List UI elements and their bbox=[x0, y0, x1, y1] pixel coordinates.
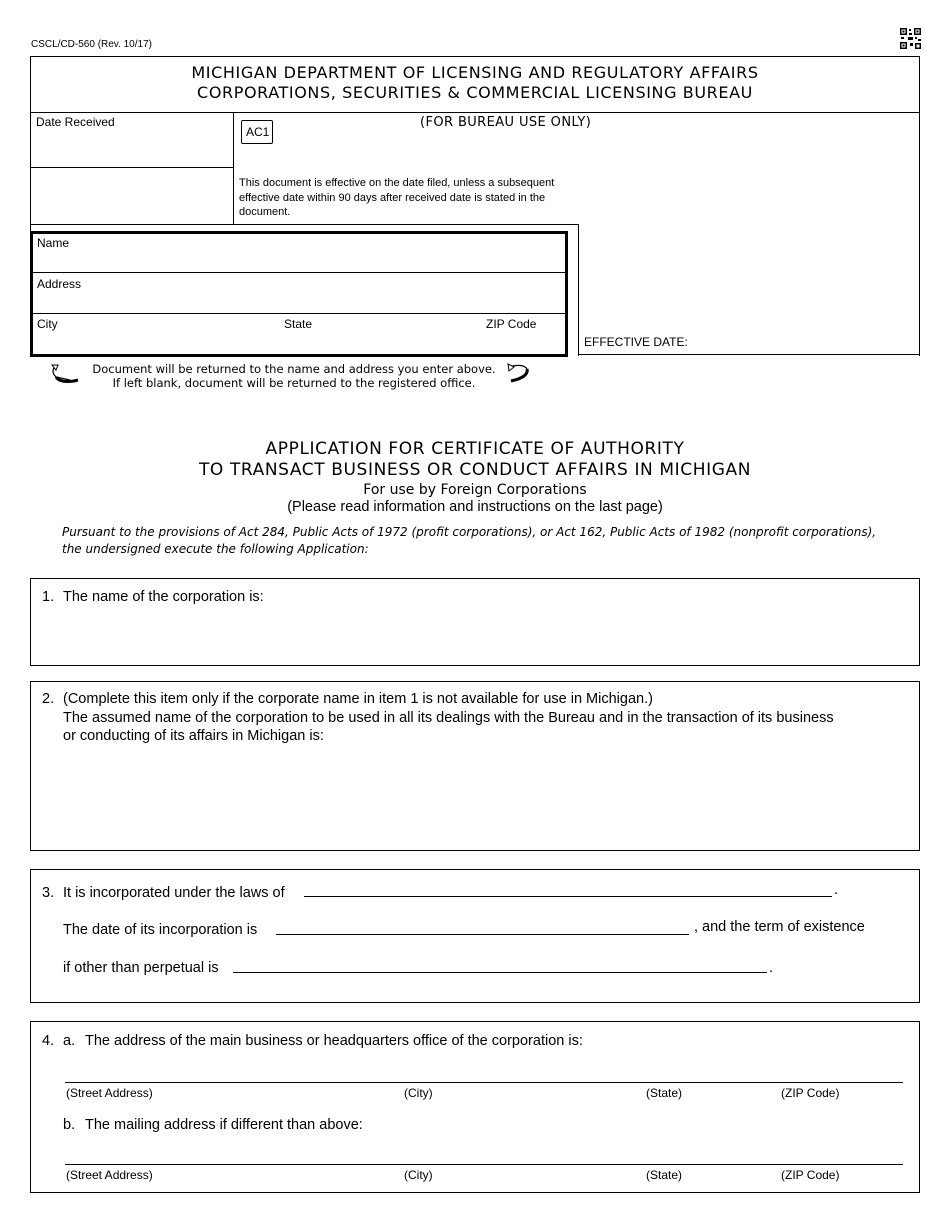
city-label: City bbox=[37, 317, 58, 331]
curved-arrow-left-icon bbox=[48, 363, 80, 385]
item-2-number: 2. bbox=[42, 691, 55, 707]
item-4a-text: The address of the main business or headquarters office of the corporation is: bbox=[85, 1033, 583, 1049]
perpetual-label: if other than perpetual is bbox=[63, 960, 219, 976]
item-1-number: 1. bbox=[42, 589, 55, 605]
state-label: State bbox=[284, 317, 313, 331]
item-1-text: The name of the corporation is: bbox=[63, 589, 264, 605]
main-street-label: (Street Address) bbox=[66, 1086, 153, 1100]
header-line-1: MICHIGAN DEPARTMENT OF LICENSING AND REGULATORY AFFAIRS bbox=[191, 63, 759, 82]
form-number: CSCL/CD-560 (Rev. 10/17) bbox=[31, 39, 152, 50]
item-2-line-3: or conducting of its affairs in Michigan is: bbox=[63, 728, 324, 744]
form-title-line-1: APPLICATION FOR CERTIFICATE OF AUTHORITY bbox=[265, 439, 685, 459]
laws-period: . bbox=[834, 882, 839, 898]
curved-arrow-right-icon bbox=[505, 361, 533, 385]
mailing-state-label: (State) bbox=[646, 1168, 683, 1182]
qr-code-icon bbox=[899, 27, 922, 50]
return-note-line-1: Document will be returned to the name and address you enter above. bbox=[92, 362, 496, 376]
main-address-field[interactable] bbox=[65, 1082, 903, 1083]
corporation-name-field[interactable] bbox=[63, 610, 903, 656]
item-2-line-2: The assumed name of the corporation to be used in all its dealings with the Bureau and in the transaction of its business bbox=[63, 710, 834, 726]
effective-date-label: EFFECTIVE DATE: bbox=[584, 335, 688, 349]
effective-note: This document is effective on the date filed, unless a subsequent effective date within 90 days after received date is stated in the document. bbox=[239, 177, 555, 218]
header-line-2: CORPORATIONS, SECURITIES & COMMERCIAL LICENSING BUREAU bbox=[197, 83, 753, 102]
item-4b-label: b. bbox=[63, 1117, 76, 1133]
address-field[interactable] bbox=[36, 291, 560, 311]
zip-field[interactable] bbox=[484, 331, 562, 351]
name-label: Name bbox=[37, 236, 70, 250]
item-4b-text: The mailing address if different than above: bbox=[85, 1117, 363, 1133]
laws-of-field[interactable] bbox=[304, 896, 832, 897]
incorporation-date-field[interactable] bbox=[276, 934, 689, 935]
form-instructions: (Please read information and instructions on the last page) bbox=[287, 499, 663, 515]
item-4-number: 4. bbox=[42, 1033, 55, 1049]
preamble-line-2: the undersigned execute the following Application: bbox=[62, 542, 369, 556]
term-of-existence-field[interactable] bbox=[233, 972, 767, 973]
preamble-line-1: Pursuant to the provisions of Act 284, Public Acts of 1972 (profit corporations), or Act 162, Public Acts of 1982 (nonprofit corporations), bbox=[62, 525, 877, 539]
return-note-line-2: If left blank, document will be returned to the registered office. bbox=[112, 376, 476, 390]
item-3-number: 3. bbox=[42, 885, 55, 901]
city-field[interactable] bbox=[36, 331, 276, 351]
ac-code: AC1 bbox=[246, 125, 270, 139]
main-zip-label: (ZIP Code) bbox=[781, 1086, 840, 1100]
name-field[interactable] bbox=[36, 250, 560, 270]
item-4a-label: a. bbox=[63, 1033, 76, 1049]
mailing-address-field[interactable] bbox=[65, 1164, 903, 1165]
form-subtitle: For use by Foreign Corporations bbox=[363, 482, 587, 498]
ac-code-box bbox=[241, 120, 273, 144]
incorporation-date-label: The date of its incorporation is bbox=[63, 922, 258, 938]
mailing-zip-label: (ZIP Code) bbox=[781, 1168, 840, 1182]
state-field[interactable] bbox=[282, 331, 477, 351]
address-label: Address bbox=[37, 277, 82, 291]
main-state-label: (State) bbox=[646, 1086, 683, 1100]
form-title-line-2: TO TRANSACT BUSINESS OR CONDUCT AFFAIRS IN MICHIGAN bbox=[198, 460, 752, 480]
mailing-street-label: (Street Address) bbox=[66, 1168, 153, 1182]
mailing-city-label: (City) bbox=[404, 1168, 433, 1182]
laws-label: It is incorporated under the laws of bbox=[63, 885, 285, 901]
bureau-use-only: (FOR BUREAU USE ONLY) bbox=[420, 115, 592, 130]
main-city-label: (City) bbox=[404, 1086, 433, 1100]
perpetual-period: . bbox=[769, 960, 774, 976]
term-label: , and the term of existence bbox=[694, 919, 865, 935]
date-received-label: Date Received bbox=[36, 115, 115, 129]
assumed-name-field[interactable] bbox=[63, 752, 903, 842]
header-title-box bbox=[30, 56, 920, 113]
zip-label: ZIP Code bbox=[486, 317, 537, 331]
item-2-line-1: (Complete this item only if the corporate name in item 1 is not available for use in Michigan.) bbox=[63, 691, 653, 707]
return-note bbox=[84, 362, 504, 390]
